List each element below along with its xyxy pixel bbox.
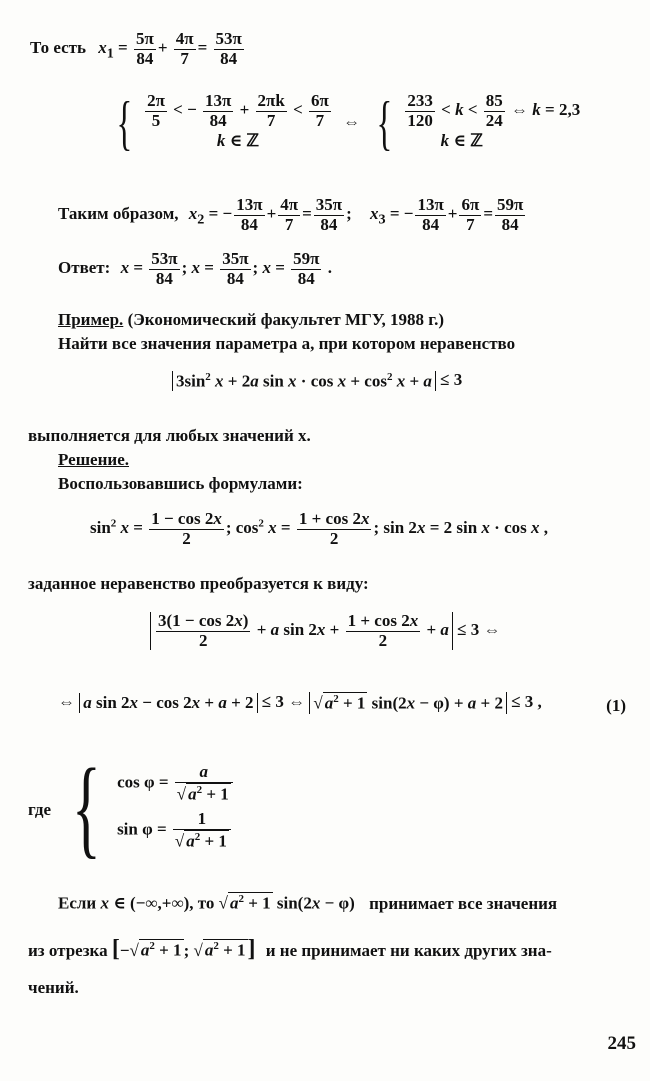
line-x1	[30, 30, 246, 68]
para-line-3: чений.	[28, 978, 79, 997]
where-label: где	[28, 800, 52, 819]
formulas-line: $\sin^2 x$ = $\frac{1 - \cos 2x}{2}$ ; $\cos^2 x$ = $\frac{1 + \cos 2x}{2}$ ; sin 2x = 2 sin x · cos x ,	[90, 509, 549, 548]
example-header: Пример. (Экономический факультет МГУ, 1988 г.)	[58, 310, 444, 329]
transform-text: заданное неравенство преобразуется к виду:	[28, 574, 369, 593]
task-text-2: выполняется для любых значений x.	[28, 426, 311, 445]
system-k: { $\frac{2\pi}{5}$ < − $\frac{13\pi}{84}$ + $\frac{2\pi k}{7}$ < $\frac{6\pi}{7}$ k ∈ ℤ ⇔ { $\frac{233}{120}$ < k < $\frac{85}{24}$ ⇔ k = 2,3 k ∈ ℤ	[116, 89, 581, 156]
solution-label: Решение.	[58, 450, 129, 469]
text-to-est: То есть	[30, 38, 86, 58]
page-number: 245	[607, 1033, 636, 1054]
inequality-1: $3\sin^2$ x + 2a $\sin x \cdot \cos x + \cos^2 x + a \le 3$	[172, 370, 462, 391]
task-text: Найти все значения параметра a, при котором неравенство	[58, 334, 516, 353]
line-x2-x3: Таким образом, $x_2$ = − $\frac{13\pi}{84}$ + $\frac{4\pi}{7}$ = $\frac{35\pi}{84}$ ; $x_3$ = − $\frac{13\pi}{84}$ + $\frac{6\pi}{7}$ = $\frac{59\pi}{84}$	[58, 195, 524, 234]
inequality-2: $\frac{3(1 - \cos 2x)}{2}$ + a sin 2x + $\frac{1 + \cos 2x}{2}$ + a ≤ 3 ⇔	[150, 612, 501, 650]
answer-line: Ответ: x = $\frac{53\pi}{84}$ ; x = $\frac{35\pi}{84}$ ; x = $\frac{59\pi}{84}$ .	[58, 249, 332, 288]
phi-system: { cos φ = $\frac{a}{√ a^2 + 1}$ sin φ = $\frac{1}{√ a^2 + 1}$	[60, 752, 235, 862]
equation-number: (1)	[606, 696, 626, 715]
using-formulas: Воспользовавшись формулами:	[58, 474, 303, 493]
para-line-1: Если x ∈ (−∞,+∞), то √ $a^2 + 1$ sin(2x − φ) принимает все значения	[58, 893, 558, 913]
inequality-3: ⇔ a sin 2x − cos 2x + a + 2 ≤ 3 ⇔ √ $a^2 + 1$ sin(2x − φ) + a + 2 ≤ 3 ,	[58, 692, 542, 713]
formula-x1: $x_1$ = $\frac{5\pi}{84}$ + $\frac{4\pi}{7}$ = $\frac{53\pi}{84}$	[98, 29, 242, 68]
para-line-2: из отрезка [−√ $a^2 + 1$ ; √ $a^2 + 1$] и не принимает ни каких других зна-	[28, 936, 552, 962]
